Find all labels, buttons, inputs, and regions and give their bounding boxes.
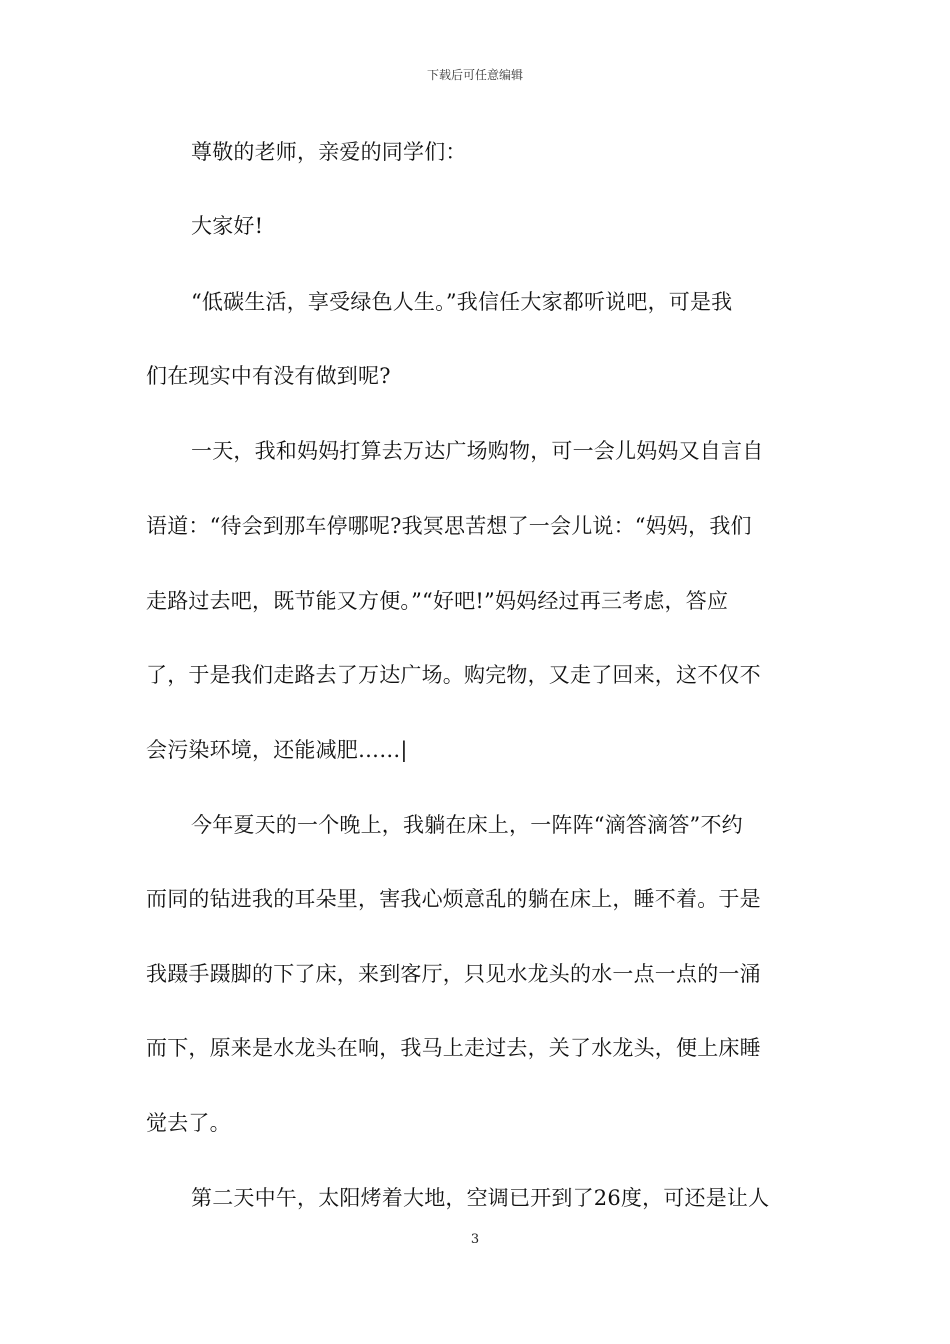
paragraph-2-line-1: 一天，我和妈妈打算去万达广场购物，可一会儿妈妈又自言自 xyxy=(191,439,764,463)
greeting-line: 大家好! xyxy=(191,214,264,238)
paragraph-2-line-4: 了，于是我们走路去了万达广场。购完物，又走了回来，这不仅不 xyxy=(146,663,761,687)
salutation-line: 尊敬的老师，亲爱的同学们： xyxy=(191,140,467,164)
paragraph-1-line-2: 们在现实中有没有做到呢? xyxy=(146,364,391,388)
paragraph-2-line-5: 会污染环境，还能减肥……| xyxy=(146,738,408,762)
paragraph-3-line-4: 而下，原来是水龙头在响，我马上走过去，关了水龙头，便上床睡 xyxy=(146,1036,761,1060)
paragraph-3-line-3: 我蹑手蹑脚的下了床，来到客厅，只见水龙头的水一点一点的一涌 xyxy=(146,962,761,986)
paragraph-2-line-2: 语道：“待会到那车停哪呢?我冥思苦想了一会儿说：“妈妈，我们 xyxy=(146,514,752,538)
paragraph-3-line-2: 而同的钻进我的耳朵里，害我心烦意乱的躺在床上，睡不着。于是 xyxy=(146,887,761,911)
paragraph-3-line-1: 今年夏天的一个晚上，我躺在床上，一阵阵“滴答滴答”不约 xyxy=(191,813,743,837)
page-header: 下载后可任意编辑 xyxy=(426,68,523,82)
paragraph-2-line-3: 走路过去吧，既节能又方便。”“好吧!”妈妈经过再三考虑，答应 xyxy=(146,589,729,613)
paragraph-1-line-1: “低碳生活，享受绿色人生。”我信任大家都听说吧，可是我 xyxy=(191,290,733,314)
paragraph-3-line-5: 觉去了。 xyxy=(146,1111,231,1135)
page-number: 3 xyxy=(470,1232,480,1247)
paragraph-4-line-1: 第二天中午，太阳烤着大地，空调已开到了26度，可还是让人 xyxy=(191,1186,770,1210)
